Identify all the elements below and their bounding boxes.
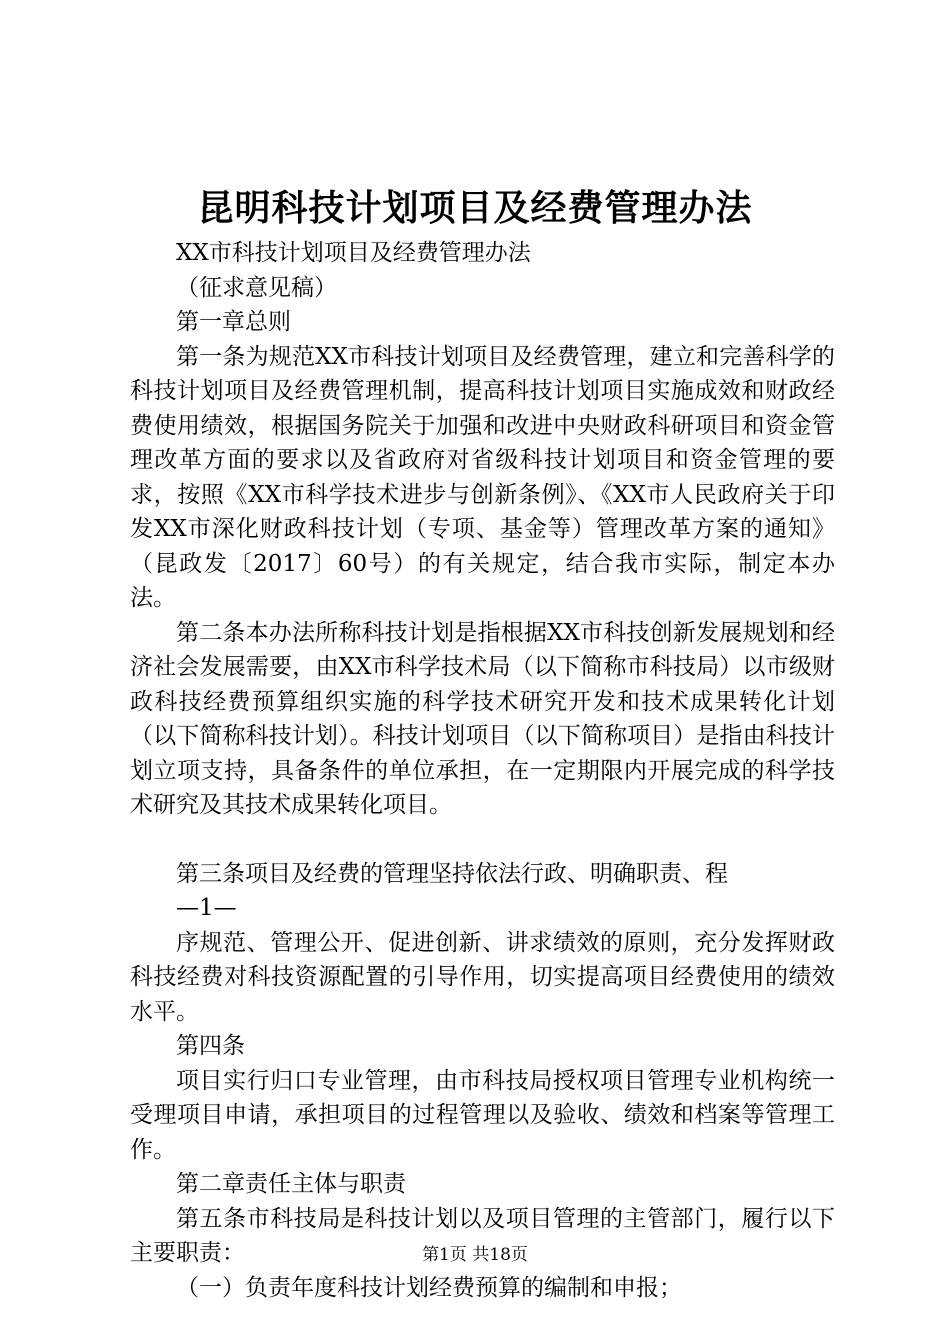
inline-page-marker: —1— xyxy=(176,895,237,921)
article-paragraph: 第一条为规范XX市科技计划项目及经费管理，建立和完善科学的科技计划项目及经费管理机制，提高科技计划项目实施成效和财政经费使用绩效，根据国务院关于加强和改进中央财政科研项目和资金管理改革方面的要求以及省政府对省级科技计划项目和资金管理的要求，按照《XX市科学技术进步与创新条例》、《XX市人民政府关于印发XX市深化财政科技计划（专项、基金等）管理改革方案的通知》（昆政发〔2017〕60号）的有关规定，结合我市实际，制定本办法。 xyxy=(130,343,835,611)
subtitle-line: XX市科技计划项目及经费管理办法 xyxy=(176,240,531,266)
page-footer: 第1页 共18页 xyxy=(422,1245,528,1265)
article-paragraph: 第五条市科技局是科技计划以及项目管理的主管部门，履行以下主要职责： xyxy=(130,1205,835,1266)
document-title: 昆明科技计划项目及经费管理办法 xyxy=(197,187,753,229)
article-paragraph: 第三条项目及经费的管理坚持依法行政、明确职责、程 xyxy=(176,860,728,887)
list-item: （一）负责年度科技计划经费预算的编制和申报； xyxy=(176,1274,682,1301)
article-paragraph: 项目实行归口专业管理，由市科技局授权项目管理专业机构统一受理项目申请，承担项目的过程管理以及验收、绩效和档案等管理工作。 xyxy=(130,1067,835,1163)
chapter-heading: 第一章总则 xyxy=(176,309,291,335)
article-paragraph: 第二条本办法所称科技计划是指根据XX市科技创新发展规划和经济社会发展需要，由XX市科学技术局（以下简称市科技局）以市级财政科技经费预算组织实施的科学技术研究开发和技术成果转化计划（以下简称科技计划）。科技计划项目（以下简称项目）是指由科技计划立项支持，具备条件的单位承担，在一定期限内开展完成的科学技术研究及其技术成果转化项目。 xyxy=(130,619,835,818)
document-body xyxy=(130,236,835,1305)
article-paragraph: 序规范、管理公开、促进创新、讲求绩效的原则，充分发挥财政科技经费对科技资源配置的引导作用，切实提高项目经费使用的绩效水平。 xyxy=(130,929,835,1025)
article-heading: 第四条 xyxy=(176,1033,245,1059)
chapter-heading: 第二章责任主体与职责 xyxy=(176,1171,406,1197)
draft-note: （征求意见稿） xyxy=(176,274,337,301)
